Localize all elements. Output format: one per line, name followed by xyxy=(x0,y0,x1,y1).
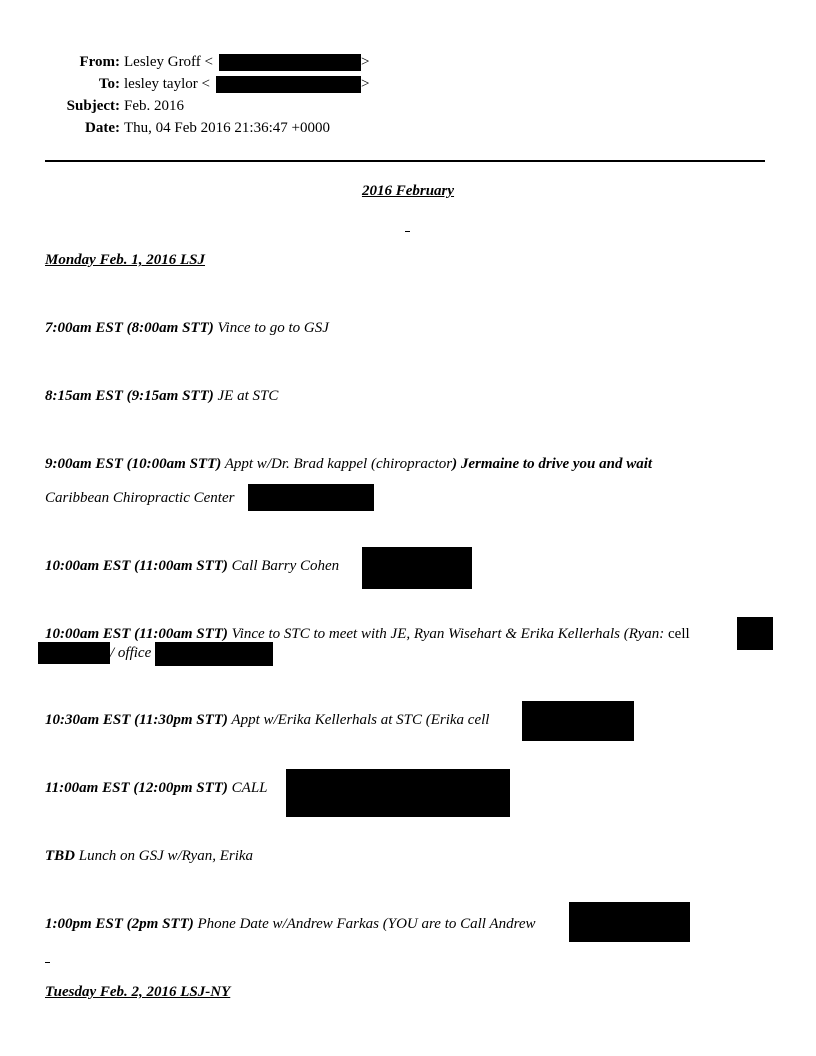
entry-time: 10:00am EST (11:00am STT) xyxy=(45,626,228,642)
entry-text: Vince to STC to meet with JE, Ryan Wisehart & Erika Kellerhals (Ryan: xyxy=(227,626,669,642)
to-close: > xyxy=(361,76,370,92)
entry-text: Phone Date w/Andrew Farkas (YOU are to Call Andrew xyxy=(193,916,536,932)
from-close: > xyxy=(361,54,370,70)
redaction-name xyxy=(286,769,510,817)
entry-6 xyxy=(45,711,489,729)
entry-time: 10:30am EST (11:30pm STT) xyxy=(45,712,228,728)
entry-time: 9:00am EST (10:00am STT) xyxy=(45,456,222,472)
decorative-tick xyxy=(45,962,50,963)
day-heading-monday: Monday Feb. 1, 2016 LSJ xyxy=(45,252,206,268)
redaction-phone xyxy=(248,484,374,511)
entry-time: 11:00am EST (12:00pm STT) xyxy=(45,780,228,796)
redaction-phone xyxy=(155,642,273,666)
redaction-phone xyxy=(362,547,472,589)
entry-time: 7:00am EST (8:00am STT) xyxy=(45,320,214,336)
entry-text: Lunch on GSJ w/Ryan, Erika xyxy=(75,848,254,864)
entry-7 xyxy=(45,779,268,797)
header-divider xyxy=(45,160,765,162)
entry-text: CALL xyxy=(227,780,268,796)
redaction-phone xyxy=(569,902,690,942)
entry-8 xyxy=(45,847,253,865)
entry-text: Call Barry Cohen xyxy=(227,558,340,574)
to-value: lesley taylor < xyxy=(124,76,210,92)
entry-text: Appt w/Dr. Brad kappel (chiropractor xyxy=(221,456,453,472)
date-value: Thu, 04 Feb 2016 21:36:47 +0000 xyxy=(124,120,330,136)
entry-time: TBD xyxy=(45,848,75,864)
entry-4 xyxy=(45,557,339,575)
entry-5-line2: / office xyxy=(110,645,152,661)
entry-text: Vince to go to GSJ xyxy=(213,320,329,336)
entry-9 xyxy=(45,915,536,933)
entry-time: 8:15am EST (9:15am STT) xyxy=(45,388,214,404)
from-label: From: xyxy=(79,54,120,70)
document-title: 2016 February xyxy=(361,183,455,199)
subject-value: Feb. 2016 xyxy=(124,98,184,114)
redaction-phone xyxy=(737,617,773,650)
redaction-phone xyxy=(38,642,110,664)
redaction-phone xyxy=(522,701,634,741)
entry-1 xyxy=(45,319,329,337)
day-heading-tuesday: Tuesday Feb. 2, 2016 LSJ-NY xyxy=(45,984,231,1000)
entry-5 xyxy=(45,625,690,643)
to-label: To: xyxy=(98,76,120,92)
entry-text-bold: ) Jermaine to drive you and wait xyxy=(452,456,653,472)
subject-label: Subject: xyxy=(66,98,120,114)
entry-text: Appt w/Erika Kellerhals at STC (Erika cell xyxy=(227,712,490,728)
date-label: Date: xyxy=(85,120,120,136)
redaction-to-email xyxy=(216,76,361,93)
entry-time: 1:00pm EST (2pm STT) xyxy=(45,916,194,932)
entry-text: JE at STC xyxy=(213,388,279,404)
entry-3 xyxy=(45,455,652,473)
entry-time: 10:00am EST (11:00am STT) xyxy=(45,558,228,574)
entry-text-upright: cell xyxy=(668,626,690,642)
entry-3-line2: Caribbean Chiropractic Center xyxy=(45,490,235,506)
from-value: Lesley Groff < xyxy=(124,54,213,70)
entry-2 xyxy=(45,387,278,405)
decorative-tick xyxy=(405,231,410,232)
redaction-from-email xyxy=(219,54,361,71)
